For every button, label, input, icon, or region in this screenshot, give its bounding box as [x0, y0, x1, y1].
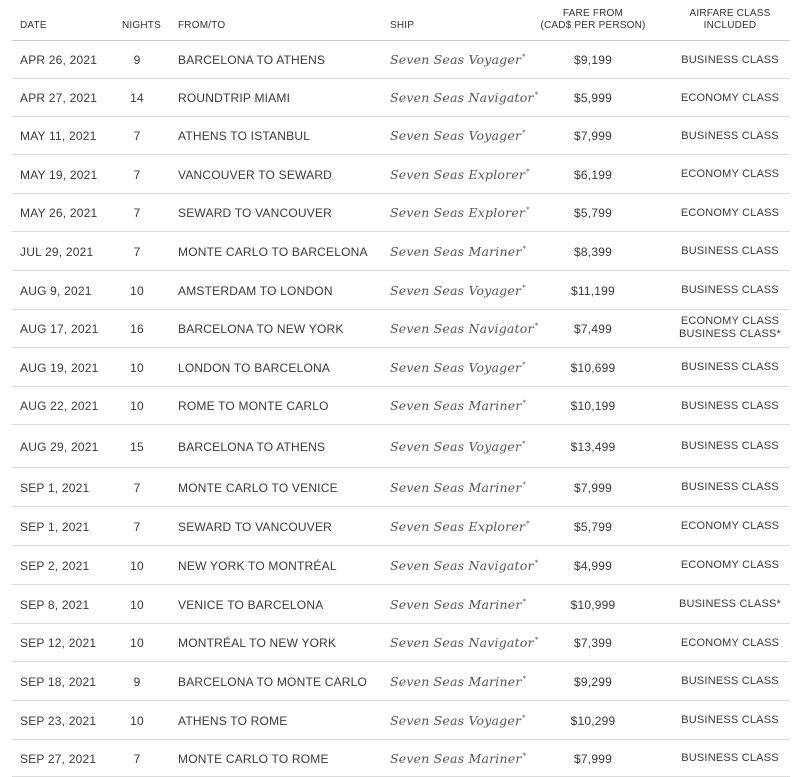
ship-cell — [390, 281, 526, 298]
ship-name: Seven Seas Voyager — [390, 439, 522, 454]
airfare-cell — [670, 636, 790, 650]
airfare-class: BUSINESS CLASS — [681, 245, 779, 257]
ship-name: Seven Seas Mariner — [390, 398, 522, 413]
header-airfare-line1: AIRFARE CLASS — [689, 8, 771, 19]
date-cell: SEP 27, 2021 — [20, 752, 97, 766]
nights-cell: 14 — [130, 91, 144, 105]
route-cell: MONTE CARLO TO BARCELONA — [178, 245, 368, 259]
fare-cell: $9,299 — [574, 675, 612, 689]
table-row — [0, 661, 800, 700]
table-row — [0, 545, 800, 584]
fare-cell: $10,999 — [570, 598, 616, 612]
table-row — [0, 623, 800, 661]
date-cell: SEP 23, 2021 — [20, 714, 97, 728]
airfare-cell — [670, 751, 790, 765]
ship-cell — [390, 203, 530, 220]
ship-name: Seven Seas Navigator — [390, 321, 534, 336]
ship-name: Seven Seas Voyager — [390, 128, 522, 143]
airfare-class: BUSINESS CLASS — [681, 752, 779, 764]
table-row — [0, 309, 800, 347]
date-cell: APR 27, 2021 — [20, 91, 98, 105]
ship-mark: * — [522, 53, 526, 61]
fare-cell: $10,199 — [570, 399, 616, 413]
airfare-cell — [670, 597, 790, 611]
date-cell: AUG 9, 2021 — [20, 284, 92, 298]
table-row — [0, 78, 800, 116]
ship-name: Seven Seas Navigator — [390, 558, 534, 573]
fare-cell: $13,499 — [570, 440, 616, 454]
route-cell: ATHENS TO ROME — [178, 714, 288, 728]
date-cell: SEP 1, 2021 — [20, 520, 90, 534]
nights-cell: 9 — [133, 675, 141, 689]
route-cell: LONDON TO BARCELONA — [178, 361, 331, 375]
ship-cell — [390, 749, 526, 766]
nights-cell: 10 — [130, 636, 144, 650]
route-cell: VENICE TO BARCELONA — [178, 598, 324, 612]
ship-cell — [390, 437, 526, 454]
nights-cell: 16 — [130, 322, 144, 336]
route-cell: BARCELONA TO NEW YORK — [178, 322, 344, 336]
ship-mark: * — [522, 752, 527, 760]
header-airfare — [670, 8, 790, 32]
ship-mark: * — [522, 399, 527, 407]
nights-cell: 7 — [133, 168, 141, 182]
airfare-class: ECONOMY CLASS — [680, 637, 780, 649]
ship-mark: * — [534, 91, 539, 99]
table-row — [0, 584, 800, 623]
airfare-class: BUSINESS CLASS — [681, 714, 779, 726]
ship-name: Seven Seas Mariner — [390, 751, 522, 766]
nights-cell: 10 — [130, 714, 144, 728]
table-row — [0, 347, 800, 386]
fare-cell: $9,199 — [574, 53, 612, 67]
ship-name: Seven Seas Mariner — [390, 597, 522, 612]
date-cell: AUG 22, 2021 — [20, 399, 99, 413]
route-cell: BARCELONA TO ATHENS — [178, 440, 326, 454]
route-cell: BARCELONA TO MONTE CARLO — [178, 675, 368, 689]
table-row — [0, 467, 800, 506]
header-fare-line2: (CAD$ PER PERSON) — [540, 20, 646, 31]
airfare-class: ECONOMY CLASS — [680, 168, 780, 180]
route-cell: AMSTERDAM TO LONDON — [178, 284, 333, 298]
ship-name: Seven Seas Mariner — [390, 244, 522, 259]
nights-cell: 7 — [133, 245, 141, 259]
ship-mark: * — [522, 440, 526, 448]
nights-cell: 10 — [130, 598, 144, 612]
fare-cell: $7,999 — [574, 129, 612, 143]
table-row — [0, 506, 800, 545]
ship-mark: * — [526, 206, 530, 214]
airfare-cell — [670, 129, 790, 143]
fare-cell: $5,799 — [574, 206, 612, 220]
ship-mark: * — [522, 675, 527, 683]
airfare-cell — [670, 713, 790, 727]
fare-cell: $10,699 — [570, 361, 616, 375]
header-fare-line1: FARE FROM — [562, 8, 624, 19]
date-cell: APR 26, 2021 — [20, 53, 98, 67]
ship-cell — [390, 358, 526, 375]
date-cell: MAY 11, 2021 — [20, 129, 97, 143]
nights-cell: 10 — [130, 284, 144, 298]
ship-mark: * — [526, 168, 530, 176]
date-cell: SEP 1, 2021 — [20, 481, 90, 495]
ship-mark: * — [522, 245, 527, 253]
ship-cell — [390, 50, 526, 67]
ship-name: Seven Seas Navigator — [390, 635, 534, 650]
route-cell: MONTRÉAL TO NEW YORK — [178, 636, 337, 650]
ship-cell — [390, 88, 538, 105]
ship-mark: * — [522, 129, 526, 137]
airfare-cell — [670, 167, 790, 181]
table-row — [0, 270, 800, 309]
airfare-cell — [670, 283, 790, 297]
ship-mark: * — [522, 598, 527, 606]
ship-cell — [390, 242, 526, 259]
date-cell: AUG 17, 2021 — [20, 322, 99, 336]
date-cell: SEP 2, 2021 — [20, 559, 90, 573]
table-row — [0, 739, 800, 776]
nights-cell: 10 — [130, 559, 144, 573]
ship-cell — [390, 517, 530, 534]
nights-cell: 7 — [133, 752, 141, 766]
ship-mark: * — [522, 284, 526, 292]
date-cell: AUG 19, 2021 — [20, 361, 99, 375]
airfare-class: BUSINESS CLASS — [681, 400, 779, 412]
header-airfare-line2: INCLUDED — [703, 20, 757, 31]
ship-cell — [390, 633, 538, 650]
ship-mark: * — [534, 322, 539, 330]
ship-name: Seven Seas Explorer — [390, 519, 526, 534]
table-row — [0, 231, 800, 270]
fare-cell: $6,199 — [574, 168, 612, 182]
nights-cell: 7 — [133, 520, 141, 534]
fare-cell: $10,299 — [570, 714, 616, 728]
date-cell: SEP 8, 2021 — [20, 598, 90, 612]
fare-cell: $7,499 — [574, 322, 612, 336]
nights-cell: 9 — [133, 53, 141, 67]
airfare-cell — [670, 558, 790, 572]
table-row — [0, 386, 800, 424]
ship-cell — [390, 165, 530, 182]
airfare-cell — [670, 519, 790, 533]
ship-name: Seven Seas Navigator — [390, 90, 534, 105]
ship-name: Seven Seas Voyager — [390, 283, 522, 298]
airfare-cell — [670, 315, 790, 341]
ship-cell — [390, 396, 526, 413]
table-row — [0, 700, 800, 739]
airfare-class: ECONOMY CLASS — [680, 520, 780, 532]
airfare-class: ECONOMY CLASS — [680, 315, 780, 327]
airfare-cell — [670, 206, 790, 220]
route-cell: ROUNDTRIP MIAMI — [178, 91, 291, 105]
fare-cell: $8,399 — [574, 245, 612, 259]
airfare-class: BUSINESS CLASS — [681, 284, 779, 296]
nights-cell: 7 — [133, 206, 141, 220]
route-cell: ROME TO MONTE CARLO — [178, 399, 329, 413]
route-cell: BARCELONA TO ATHENS — [178, 53, 326, 67]
airfare-class: ECONOMY CLASS — [680, 92, 780, 104]
ship-name: Seven Seas Mariner — [390, 480, 522, 495]
header-fare — [540, 8, 646, 32]
ship-cell — [390, 556, 538, 573]
table-header — [0, 0, 800, 40]
ship-cell — [390, 126, 526, 143]
route-cell: MONTE CARLO TO ROME — [178, 752, 329, 766]
route-cell: NEW YORK TO MONTRÉAL — [178, 559, 337, 573]
date-cell: JUL 29, 2021 — [20, 245, 94, 259]
table-row — [0, 154, 800, 193]
ship-mark: * — [522, 714, 526, 722]
airfare-class: BUSINESS CLASS — [681, 361, 779, 373]
ship-name: Seven Seas Voyager — [390, 52, 522, 67]
date-cell: MAY 26, 2021 — [20, 206, 98, 220]
header-ship: SHIP — [390, 20, 415, 31]
ship-name: Seven Seas Explorer — [390, 205, 526, 220]
ship-cell — [390, 672, 526, 689]
nights-cell: 7 — [133, 129, 141, 143]
ship-mark: * — [534, 636, 539, 644]
airfare-cell — [670, 439, 790, 453]
airfare-class: BUSINESS CLASS — [681, 130, 779, 142]
date-cell: SEP 18, 2021 — [20, 675, 97, 689]
fare-cell: $5,799 — [574, 520, 612, 534]
ship-mark: * — [526, 520, 530, 528]
airfare-class: ECONOMY CLASS — [680, 559, 780, 571]
ship-mark: * — [534, 559, 539, 567]
ship-cell — [390, 478, 526, 495]
fare-cell: $4,999 — [574, 559, 612, 573]
airfare-cell — [670, 360, 790, 374]
ship-name: Seven Seas Voyager — [390, 360, 522, 375]
fare-cell: $11,199 — [571, 284, 615, 298]
airfare-class: BUSINESS CLASS* — [678, 598, 782, 610]
ship-mark: * — [522, 361, 526, 369]
nights-cell: 7 — [133, 481, 141, 495]
airfare-class: BUSINESS CLASS* — [678, 328, 782, 340]
date-cell: SEP 12, 2021 — [20, 636, 97, 650]
fare-cell: $7,999 — [574, 752, 612, 766]
date-cell: MAY 19, 2021 — [20, 168, 98, 182]
table-row — [0, 424, 800, 467]
route-cell: ATHENS TO ISTANBUL — [178, 129, 311, 143]
nights-cell: 10 — [130, 361, 144, 375]
route-cell: SEWARD TO VANCOUVER — [178, 206, 333, 220]
ship-name: Seven Seas Explorer — [390, 167, 526, 182]
fare-cell: $5,999 — [574, 91, 612, 105]
header-from-to: FROM/TO — [178, 20, 226, 31]
airfare-class: BUSINESS CLASS — [681, 54, 779, 66]
header-nights: NIGHTS — [122, 20, 161, 31]
nights-cell: 10 — [130, 399, 144, 413]
route-cell: VANCOUVER TO SEWARD — [178, 168, 333, 182]
table-row — [0, 116, 800, 154]
airfare-cell — [670, 399, 790, 413]
airfare-class: BUSINESS CLASS — [681, 675, 779, 687]
ship-cell — [390, 711, 526, 728]
ship-cell — [390, 319, 538, 336]
nights-cell: 15 — [130, 440, 144, 454]
ship-mark: * — [522, 481, 527, 489]
table-row — [0, 40, 800, 78]
table-row — [0, 193, 800, 231]
fare-cell: $7,399 — [574, 636, 612, 650]
airfare-cell — [670, 480, 790, 494]
date-cell: AUG 29, 2021 — [20, 440, 99, 454]
airfare-cell — [670, 674, 790, 688]
ship-name: Seven Seas Mariner — [390, 674, 522, 689]
airfare-cell — [670, 244, 790, 258]
airfare-class: ECONOMY CLASS — [680, 207, 780, 219]
ship-name: Seven Seas Voyager — [390, 713, 522, 728]
route-cell: SEWARD TO VANCOUVER — [178, 520, 333, 534]
route-cell: MONTE CARLO TO VENICE — [178, 481, 338, 495]
fare-cell: $7,999 — [574, 481, 612, 495]
airfare-class: BUSINESS CLASS — [681, 440, 779, 452]
airfare-cell — [670, 91, 790, 105]
ship-cell — [390, 595, 526, 612]
airfare-class: BUSINESS CLASS — [681, 481, 779, 493]
header-date: DATE — [20, 20, 47, 31]
airfare-cell — [670, 53, 790, 67]
